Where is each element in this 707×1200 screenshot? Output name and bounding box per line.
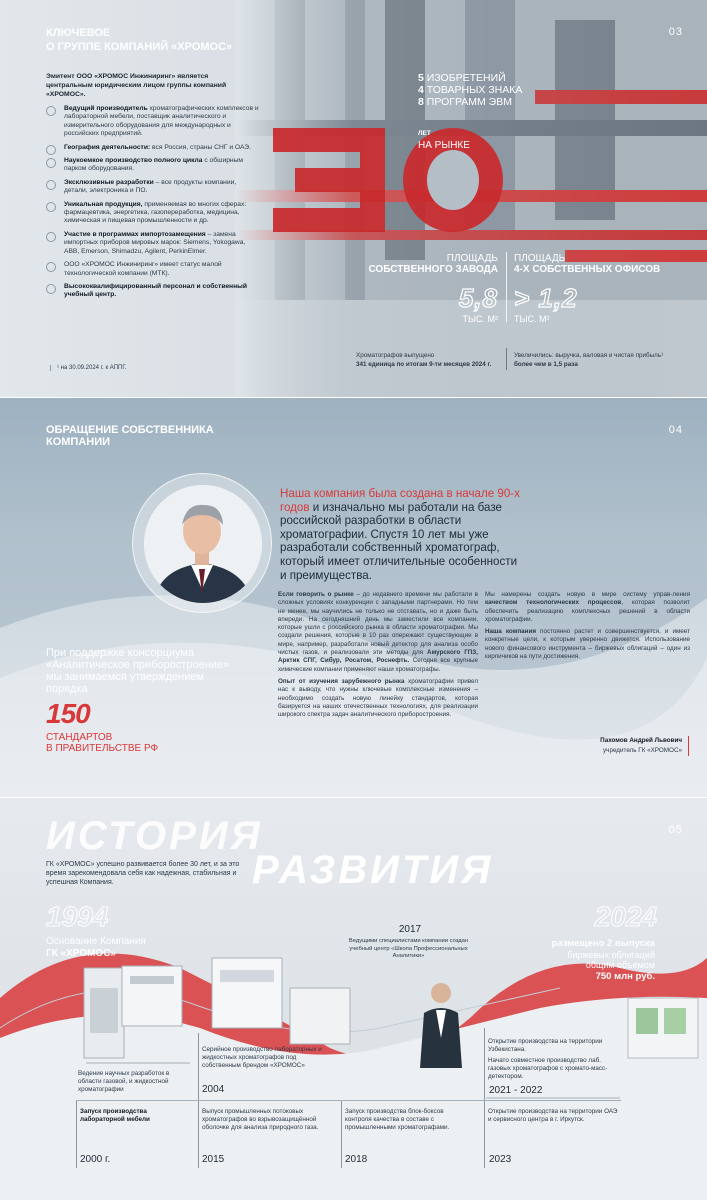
year-2004: 2004 (202, 1084, 225, 1095)
years-subtitle: НА РЫНКЕ (418, 140, 470, 151)
development-heading: РАЗВИТИЯ (252, 848, 494, 892)
timeline-tick (484, 1101, 485, 1168)
event-flow-chromatographs: Выпуск промышленных потоковых хроматографов во взрывозащищённой оболочке для анализа природного газа. (202, 1108, 319, 1131)
list-item: Участие в программах импортозамещения – замена импортных приборов мировых марок: Siemens, Yokogawa, ABB, Emerson, Shimadzu, Agilent, PerkinElmer. (46, 231, 260, 256)
key-facts-list (46, 105, 260, 305)
slide-history (0, 797, 707, 1200)
timeline-tick (198, 1101, 199, 1168)
owner-portrait (132, 473, 272, 613)
list-item: ООО «ХРОМОС Инжиниринг» имеет статус малой технологической компании (МТК). (46, 261, 260, 278)
factory-area: ПЛОЩАДЬ СОБСТВЕННОГО ЗАВОДА 5,8 ТЫС. М² (358, 253, 498, 324)
event-joint-production: Начато совместное производство лаб. газовых хроматографов с хромато-масс-детектором. (488, 1057, 608, 1080)
timeline-tick (484, 1028, 485, 1103)
event-block-boxes: Запуск производства блок-боксов контроля качества в составе с промышленными хроматографами. (345, 1108, 450, 1131)
industrial-pipes-photo (235, 0, 707, 397)
year-2018: 2018 (345, 1154, 368, 1165)
year-2021-2022: 2021 - 2022 (489, 1085, 543, 1096)
divider (506, 252, 507, 322)
timeline-divider (76, 1100, 621, 1101)
event-furniture: Запуск производства лабораторной мебели (80, 1108, 150, 1123)
bonds-event: размещено 2 выпуска биржевых облигаций общим объемом 750 млн руб. (551, 938, 655, 982)
stat-line: 4 ТОВАРНЫХ ЗНАКА (418, 84, 523, 96)
page-number: 03 (668, 26, 683, 38)
bullet-circle-icon (46, 106, 56, 116)
timeline-tick (341, 1101, 342, 1168)
year-start: 1994 (46, 901, 109, 932)
list-item: Ведущий производитель хроматографических комплексов и лабораторной мебели, поставщик аналитического и измерительного оборудования для международных и российских предприятий. (46, 105, 260, 139)
bullet-circle-icon (46, 284, 56, 294)
page-title: КЛЮЧЕВОЕ О ГРУППЕ КОМПАНИЙ «ХРОМОС» (46, 27, 233, 53)
page-title: ОБРАЩЕНИЕ СОБСТВЕННИКА КОМПАНИИ (46, 424, 214, 448)
stat-line: 8 ПРОГРАММ ЭВМ (418, 96, 512, 108)
letter-column-left: Если говорить о рынке – до недавнего времени мы работали в сложных условиях конкуренции с западными партнерами. Но тем не менее, мы научились не только не отставать, но и даже быть впереди. На сегодняшний день мы заместили все компании, которые ушли с российского рынка в области хроматографии. Мы создали решения, которые в 10 раз опережают существующие в мире, например, разработали новый детектор для анализа особо чистых газов, и реализовали эти методы для Амурского ГПЗ, Арктик СПГ, Сибур, Росатом, Роснефть. Сегодня все крупные химические компании применяют наши хроматографы. Опыт от изучения зарубежного рынка хроматографии привел нас к выводу, что нужны ключевые комплексные изменения – необходимо создать новую линейку стандартов, которая базируется на наших отечественных технологиях, для реализации широкого спектра задач аналитического приборостроения. (278, 591, 478, 719)
list-item: Наукоемкое производство полного цикла с обширным парком оборудования. (46, 157, 260, 174)
divider (506, 348, 507, 370)
specialist-image (420, 983, 462, 1068)
bullet-circle-icon (46, 232, 56, 242)
offices-area: ПЛОЩАДЬ 4-Х СОБСТВЕННЫХ ОФИСОВ > 1,2 ТЫС. М² (514, 253, 661, 324)
list-item: Уникальная продукция, применяемая во многих сферах: фармацевтика, энергетика, газопереработка, медицина, химическая и пищевая промышленности и др. (46, 201, 260, 226)
event-serial-production: Серийное производство лабораторных и жидкостных хроматографов под собственным брендом «ХРОМОС» (202, 1046, 322, 1069)
bullet-circle-icon (46, 158, 56, 168)
consortium-text: При поддержке консорциума «Аналитическое приборостроение» мы занимаемся утверждением порядка (46, 647, 230, 695)
event-uzbekistan: Открытие производства на территории Узбекистана. (488, 1038, 603, 1053)
lead-paragraph: Наша компания была создана в начале 90-х годов и изначально мы работали на базе российской разработки в области хроматографии. Спустя 10 лет мы уже разработали собственный хроматограф, который имеет отличительные особенности и преимущества. (280, 487, 520, 582)
event-uae: Открытие производства на территории ОАЭ и сервисного центра в г. Иркутск. (488, 1108, 618, 1123)
growth-note: Увеличились: выручка, валовая и чистая прибыль¹ более чем в 1,5 раза (514, 352, 664, 368)
standards-count: 150 (46, 698, 90, 729)
stat-line: 5 ИЗОБРЕТЕНИЙ (418, 72, 506, 84)
page-number: 05 (668, 824, 683, 836)
timeline-tick (198, 1033, 199, 1108)
years-label: ЛЕТ (418, 130, 431, 137)
intro-text: Эмитент ООО «ХРОМОС Инжиниринг» является центральным юридическим лицом группы компаний «ХРОМОС». (46, 73, 227, 98)
bullet-circle-icon (46, 145, 56, 155)
year-2023: 2023 (489, 1154, 512, 1165)
standards-label: СТАНДАРТОВ В ПРАВИТЕЛЬСТВЕ РФ (46, 732, 159, 754)
year-2015: 2015 (202, 1154, 225, 1165)
history-heading: ИСТОРИЯ (46, 814, 263, 858)
page-number: 04 (668, 424, 683, 436)
list-item: География деятельности: вся Россия, страны СНГ и ОАЭ. (46, 144, 260, 152)
intro-text: ГК «ХРОМОС» успешно развивается более 30 лет, и за это время зарекомендовала себя как надежная, стабильная и успешная Компания. (46, 861, 240, 886)
year-2017: 2017 (398, 924, 422, 935)
year-2000: 2000 г. (80, 1154, 111, 1165)
footnote: ¹ на 30.09.2024 г. к АППГ. (50, 365, 127, 371)
portrait-photo (144, 485, 262, 603)
letter-column-right: Мы намерены создать новую в мире систему управ-ления качеством технологических процессов, которая позволит обеспечить реализацию комплексных решений в области хроматографии. Наша компания постоянно растет и совершенствуется, и имеет конкретные цели, к которым уверенно движется. Использование нового финансового инструмента – биржевых облигаций – один из кирпичиков на пути достижения. (485, 591, 690, 661)
ip-stats (418, 72, 522, 108)
bullet-circle-icon (46, 202, 56, 212)
list-item: Высококвалифицированный персонал и собственный учебный центр. (46, 283, 260, 300)
bullet-circle-icon (46, 262, 56, 272)
event-science: Ведение научных разработок в области газовой, и жидкостной хроматографии (78, 1070, 170, 1093)
office-building-image (628, 998, 698, 1058)
founding-event: Основание Компания ГК «ХРОМОС» (46, 936, 146, 959)
signature-block: Пахомов Андрей Львович учредитель ГК «ХРОМОС» (600, 736, 689, 756)
offices-area-value: > 1,2 (514, 283, 578, 313)
slide-key-facts (0, 0, 707, 397)
factory-area-value: 5,8 (458, 283, 498, 313)
year-end: 2024 (594, 901, 657, 932)
slide-owner-address (0, 397, 707, 797)
timeline-tick (76, 1101, 77, 1168)
event-2017: Ведущими специалистами компании создан учебный центр «Школа Профессиональных Аналитики» (348, 938, 469, 959)
bullet-circle-icon (46, 180, 56, 190)
chromatographs-note: Хроматографов выпущено 341 единица по итогам 9-ти месяцев 2024 г. (356, 352, 492, 368)
list-item: Эксклюзивные разработки – все продукты компании, детали, электроника и ПО. (46, 179, 260, 196)
